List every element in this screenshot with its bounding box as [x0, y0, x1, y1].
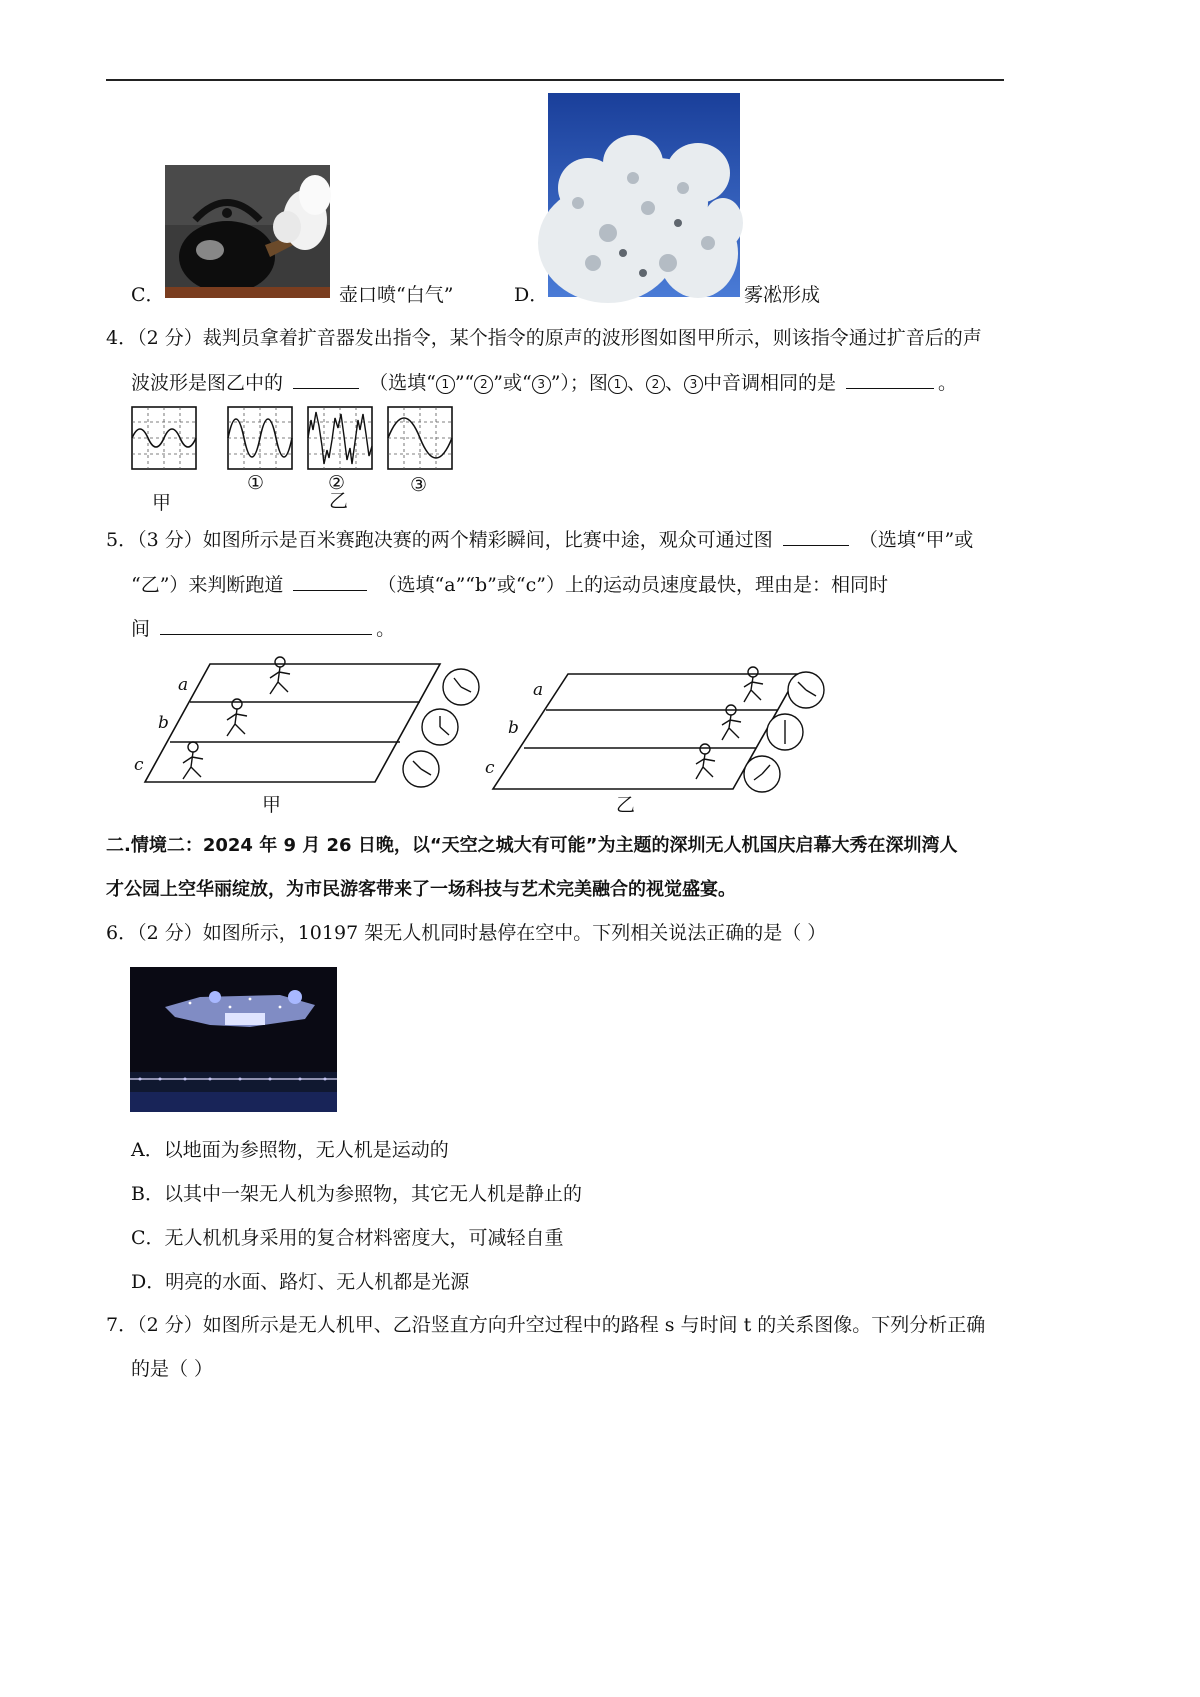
- circled-number: 2: [474, 375, 493, 394]
- q4-text: （选填“: [369, 372, 436, 394]
- q4-text: 中音调相同的是: [702, 372, 836, 394]
- figure-label-yi: 乙: [616, 794, 636, 816]
- drone-show-image: [130, 967, 337, 1112]
- kettle-image: [165, 165, 330, 298]
- waveform-jia: [131, 406, 197, 470]
- q5-text: （选填“甲”或: [858, 529, 974, 551]
- section-heading-cont: 才公园上空华丽绽放，为市民游客带来了一场科技与艺术完美融合的视觉盛宴。: [106, 879, 736, 900]
- lane-label-b: b: [158, 713, 169, 733]
- q7-stem-line2: 的是（ ）: [131, 1358, 214, 1380]
- answer-blank[interactable]: [783, 527, 849, 546]
- figure-label-jia: 甲: [262, 794, 282, 816]
- q4-text: ”或“: [493, 372, 532, 394]
- circled-number: 2: [646, 375, 665, 394]
- figure-label-1: ①: [247, 472, 265, 494]
- header-rule: [106, 79, 1004, 81]
- lane-label-b: b: [508, 718, 519, 738]
- lane-label-a: a: [178, 675, 189, 695]
- option-c-caption: 壶口喷“白气”: [339, 284, 454, 306]
- waveform-1: [227, 406, 293, 470]
- figure-label-jia: 甲: [152, 492, 172, 514]
- q5-text: 间: [131, 618, 151, 640]
- circled-number: 1: [436, 375, 455, 394]
- option-d-caption: 雾凇形成: [744, 284, 821, 306]
- circled-number: 3: [532, 375, 551, 394]
- lane-label-a: a: [533, 680, 544, 700]
- q5-text: “乙”）来判断跑道: [131, 574, 284, 596]
- figure-label-2: ②: [328, 472, 346, 494]
- answer-blank[interactable]: [293, 572, 367, 591]
- q4-text: ”“: [454, 372, 475, 394]
- rime-frost-image: [548, 93, 740, 297]
- q6-option-a[interactable]: A．以地面为参照物，无人机是运动的: [131, 1139, 449, 1161]
- figure-label-yi: 乙: [329, 490, 349, 512]
- circled-number: 3: [684, 375, 703, 394]
- q6-option-d[interactable]: D．明亮的水面、路灯、无人机都是光源: [131, 1271, 470, 1293]
- q6-option-c[interactable]: C．无人机机身采用的复合材料密度大，可减轻自重: [131, 1227, 564, 1249]
- q5-stem-line1: [106, 527, 973, 552]
- q4-text: 波波形是图乙中的: [131, 372, 284, 394]
- track-figure-yi: [488, 652, 848, 817]
- q6-option-b[interactable]: B．以其中一架无人机为参照物，其它无人机是静止的: [131, 1183, 582, 1205]
- q4-stem-line2: [131, 370, 957, 395]
- lane-label-c: c: [134, 755, 144, 775]
- section-heading: 二.情境二：2024 年 9 月 26 日晚，以“天空之城大有可能”为主题的深圳无人机国庆启幕大秀在深圳湾人: [106, 835, 958, 856]
- q5-stem-line2: [131, 572, 888, 597]
- q4-text: 、: [664, 372, 684, 394]
- option-d-letter: D．: [514, 284, 549, 306]
- circled-number: 1: [608, 375, 627, 394]
- q5-stem-line3: [131, 616, 395, 641]
- q6-stem: 6．（2 分）如图所示，10197 架无人机同时悬停在空中。下列相关说法正确的是（ ）: [106, 922, 827, 944]
- answer-blank[interactable]: [846, 370, 934, 389]
- waveform-3: [387, 406, 453, 470]
- q4-text: 。: [938, 372, 958, 394]
- q5-text: 5．（3 分）如图所示是百米赛跑决赛的两个精彩瞬间，比赛中途，观众可通过图: [106, 529, 773, 551]
- q5-text: 。: [376, 618, 396, 640]
- waveform-2: [307, 406, 373, 470]
- q4-text: ”）；图: [550, 372, 608, 394]
- option-c-letter: C．: [131, 284, 165, 306]
- lane-label-c: c: [485, 758, 495, 778]
- q5-text: （选填“a”“b”或“c”）上的运动员速度最快，理由是：相同时: [377, 574, 888, 596]
- figure-label-3: ③: [410, 474, 428, 496]
- q4-text: 、: [626, 372, 646, 394]
- q4-stem-line1: 4．（2 分）裁判员拿着扩音器发出指令，某个指令的原声的波形图如图甲所示，则该指令通过扩音后的声: [106, 327, 982, 349]
- q7-stem-line1: 7．（2 分）如图所示是无人机甲、乙沿竖直方向升空过程中的路程 s 与时间 t 的关系图像。下列分析正确: [106, 1314, 986, 1336]
- answer-blank[interactable]: [293, 370, 359, 389]
- answer-blank[interactable]: [160, 616, 372, 635]
